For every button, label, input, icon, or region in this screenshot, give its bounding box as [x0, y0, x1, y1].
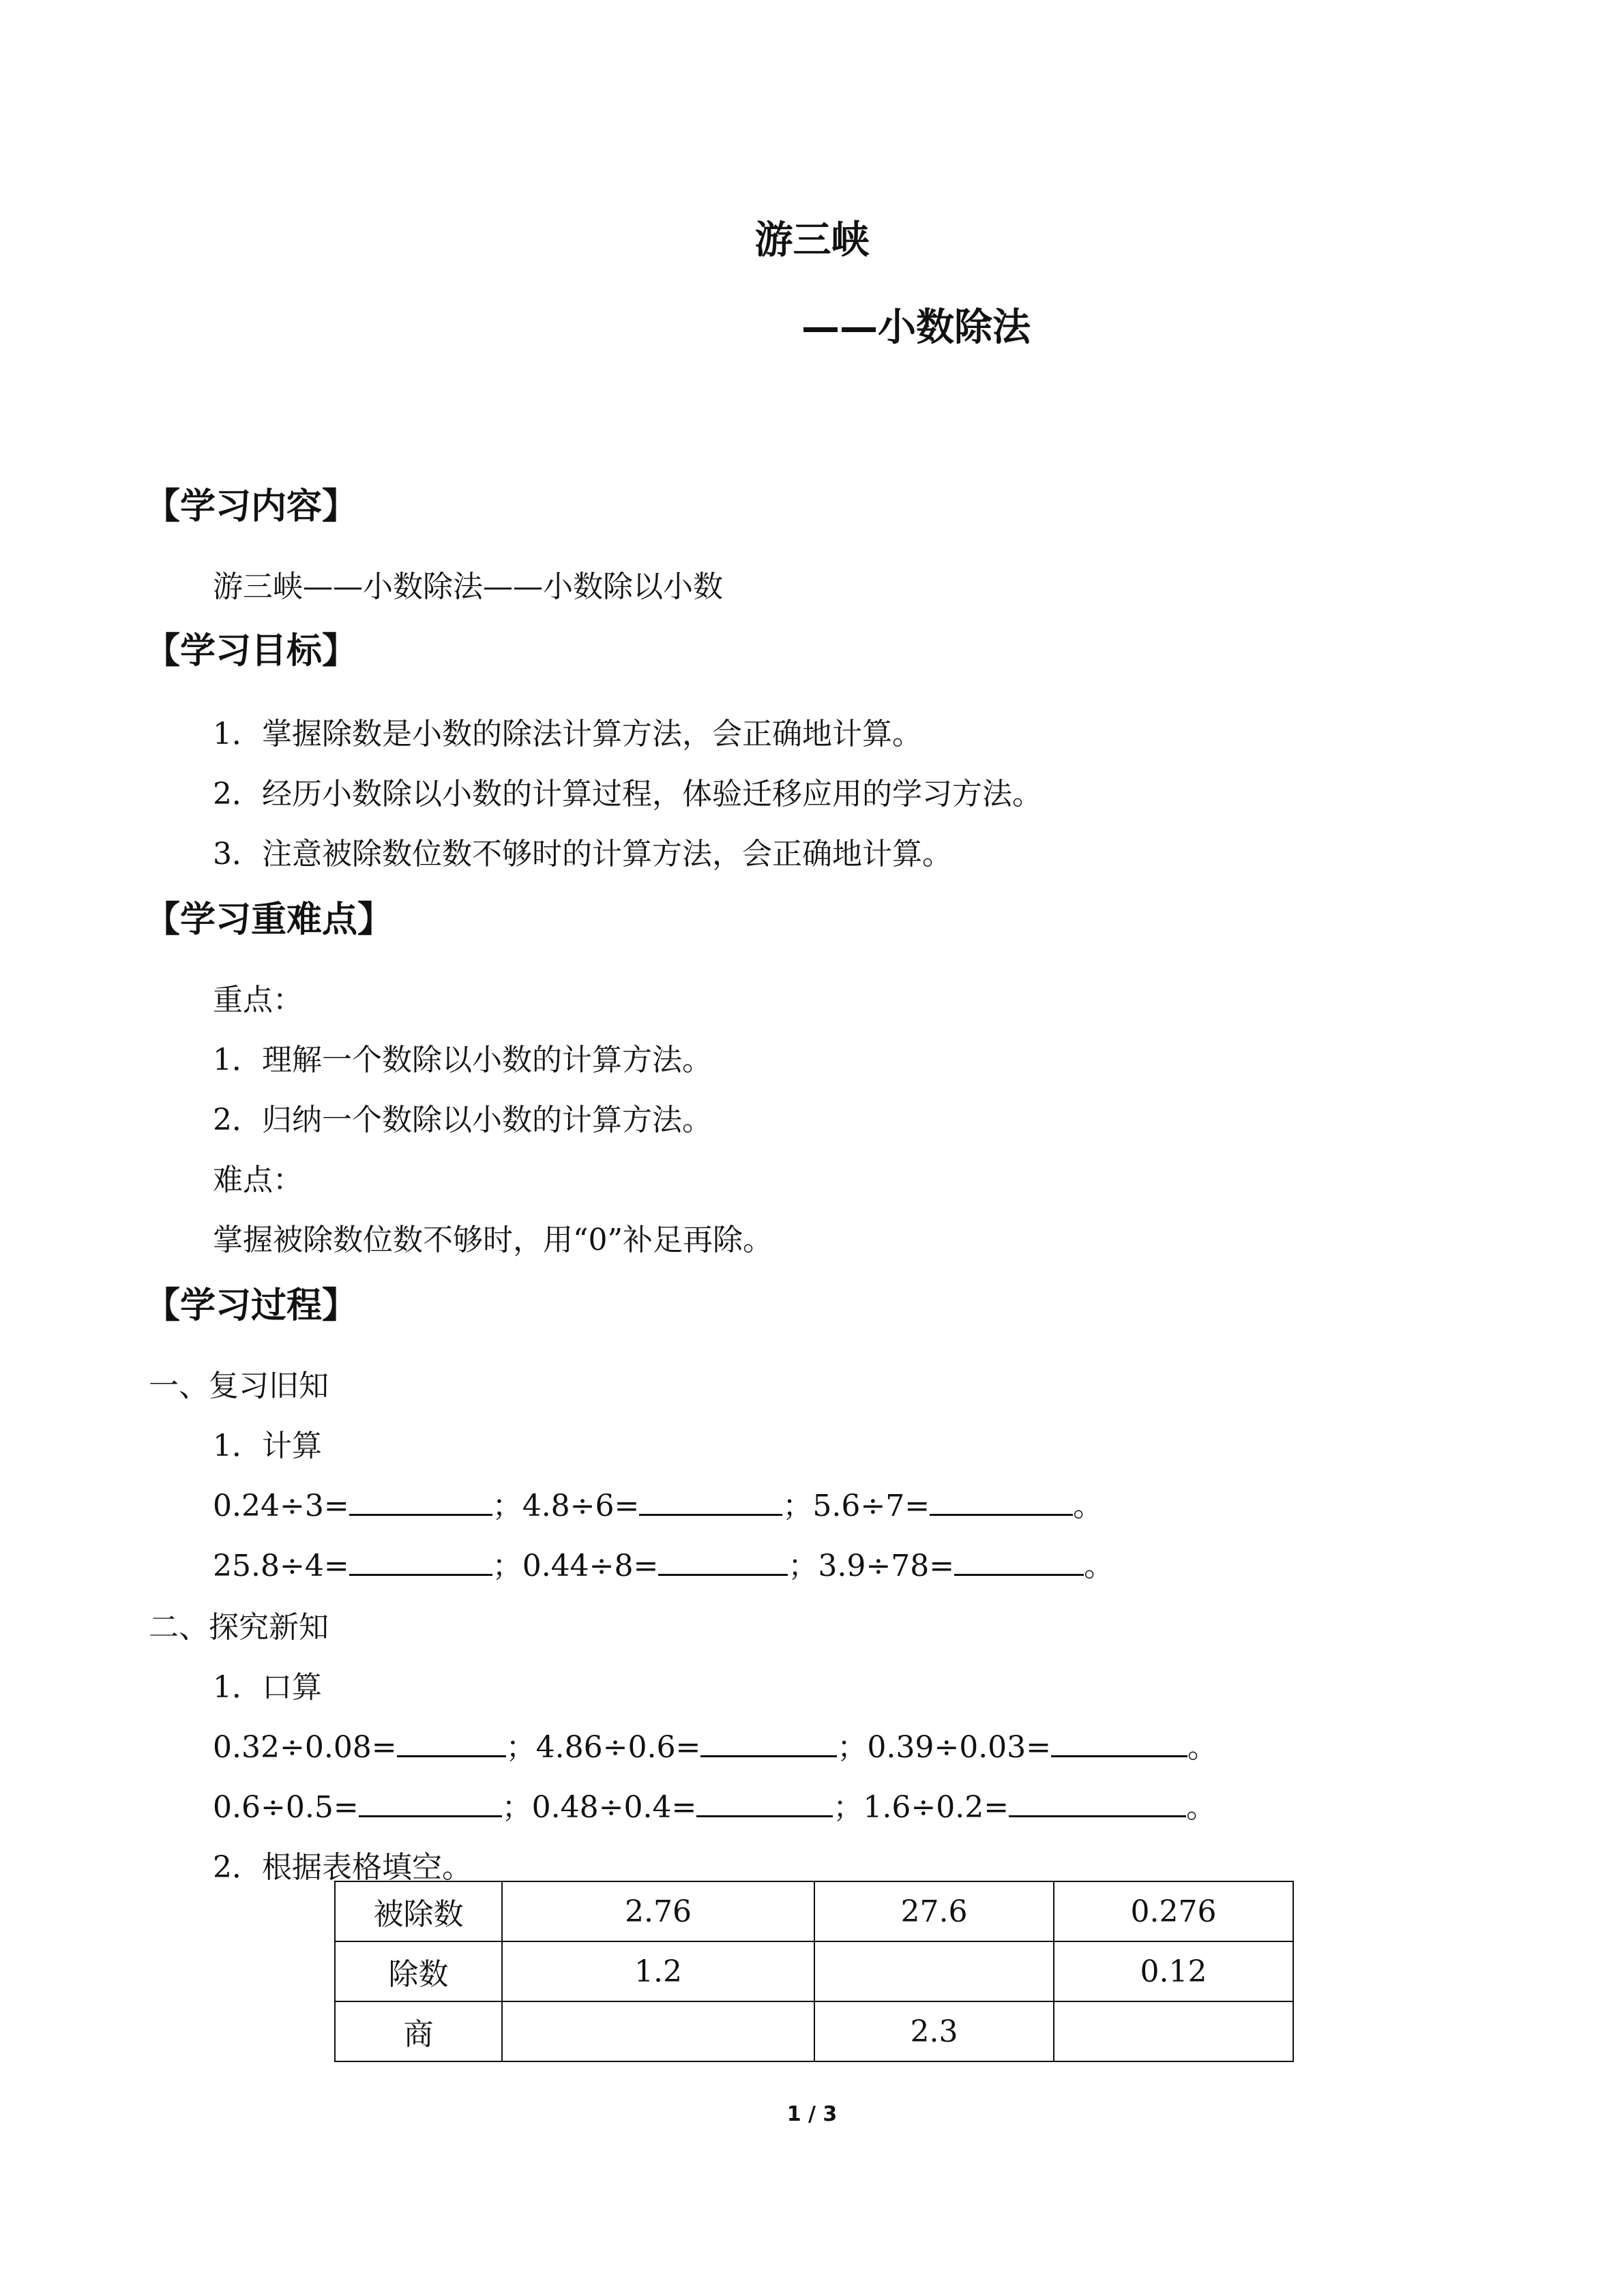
explore-exercise-row: [213, 1723, 1217, 1766]
key-label: 重点：: [213, 983, 303, 1017]
difficulty-text: 掌握被除数位数不够时，用“0”补足再除。: [213, 1223, 773, 1257]
review-exercise-row: [213, 1541, 1114, 1585]
answer-blank[interactable]: [930, 1487, 1073, 1516]
heading-learning-process: 【学习过程】: [145, 1285, 358, 1326]
table-cell[interactable]: 0.276: [1054, 1881, 1293, 1941]
expression: ；3.9÷78=: [788, 1549, 955, 1583]
table-cell[interactable]: [502, 2001, 814, 2061]
heading-learning-content: 【学习内容】: [145, 486, 358, 527]
answer-blank[interactable]: [700, 1728, 837, 1757]
answer-blank[interactable]: [1009, 1788, 1186, 1817]
explore-item-label: 1．口算: [213, 1670, 322, 1705]
expression: 0.6÷0.5=: [213, 1790, 359, 1825]
learning-content-text: 游三峡——小数除法——小数除以小数: [213, 569, 723, 604]
expression: ；0.48÷0.4=: [501, 1790, 697, 1825]
table-cell[interactable]: [1054, 2001, 1293, 2061]
answer-blank[interactable]: [696, 1788, 833, 1817]
expression: ；5.6÷7=: [782, 1489, 930, 1523]
review-heading: 一、复习旧知: [149, 1369, 329, 1403]
answer-blank[interactable]: [397, 1728, 506, 1757]
expression: ；4.8÷6=: [492, 1489, 640, 1523]
expression: ；4.86÷0.6=: [505, 1730, 701, 1765]
expression: 0.32÷0.08=: [213, 1730, 397, 1765]
key-point-item: 1．理解一个数除以小数的计算方法。: [213, 1043, 712, 1077]
table-cell[interactable]: 2.76: [502, 1881, 814, 1941]
punctuation: 。: [1084, 1549, 1114, 1583]
page-title: 游三峡: [754, 218, 870, 263]
table-row-header: 被除数: [335, 1881, 502, 1941]
expression: 25.8÷4=: [213, 1549, 349, 1583]
table-cell[interactable]: 2.3: [814, 2001, 1054, 2061]
review-exercise-row: [213, 1481, 1103, 1525]
review-item-label: 1．计算: [213, 1429, 322, 1463]
key-point-item: 2．归纳一个数除以小数的计算方法。: [213, 1103, 712, 1137]
table-row: [335, 1941, 1293, 2001]
table-row-header: 商: [335, 2001, 502, 2061]
expression: ；1.6÷0.2=: [833, 1790, 1009, 1825]
explore-heading: 二、探究新知: [149, 1610, 329, 1645]
answer-blank[interactable]: [1051, 1728, 1187, 1757]
goal-item: 3．注意被除数位数不够时的计算方法，会正确地计算。: [213, 837, 952, 871]
table-row: [335, 1881, 1293, 1941]
explore-item-label: 2．根据表格填空。: [213, 1850, 472, 1885]
table-cell[interactable]: 27.6: [814, 1881, 1054, 1941]
punctuation: 。: [1187, 1730, 1218, 1765]
expression: 0.24÷3=: [213, 1489, 349, 1523]
punctuation: 。: [1073, 1489, 1104, 1523]
heading-key-points: 【学习重难点】: [145, 899, 394, 940]
punctuation: 。: [1186, 1790, 1217, 1825]
answer-blank[interactable]: [639, 1487, 782, 1516]
table-row: [335, 2001, 1293, 2061]
answer-blank[interactable]: [349, 1487, 492, 1516]
goal-item: 2．经历小数除以小数的计算过程，体验迁移应用的学习方法。: [213, 777, 1042, 811]
expression: ；0.44÷8=: [492, 1549, 659, 1583]
explore-exercise-row: [213, 1783, 1216, 1826]
difficulty-label: 难点：: [213, 1163, 303, 1197]
division-table: [334, 1881, 1294, 2062]
table-cell[interactable]: [814, 1941, 1054, 2001]
answer-blank[interactable]: [349, 1547, 492, 1576]
answer-blank[interactable]: [658, 1547, 788, 1576]
goal-item: 1．掌握除数是小数的除法计算方法，会正确地计算。: [213, 717, 922, 751]
table-cell[interactable]: 0.12: [1054, 1941, 1293, 2001]
table-row-header: 除数: [335, 1941, 502, 2001]
page-subtitle: ——小数除法: [801, 305, 1031, 350]
table-cell[interactable]: 1.2: [502, 1941, 814, 2001]
page-number: 1 / 3: [786, 2102, 838, 2126]
expression: ；0.39÷0.03=: [837, 1730, 1052, 1765]
heading-learning-goals: 【学习目标】: [145, 631, 358, 672]
answer-blank[interactable]: [359, 1788, 502, 1817]
answer-blank[interactable]: [954, 1547, 1084, 1576]
